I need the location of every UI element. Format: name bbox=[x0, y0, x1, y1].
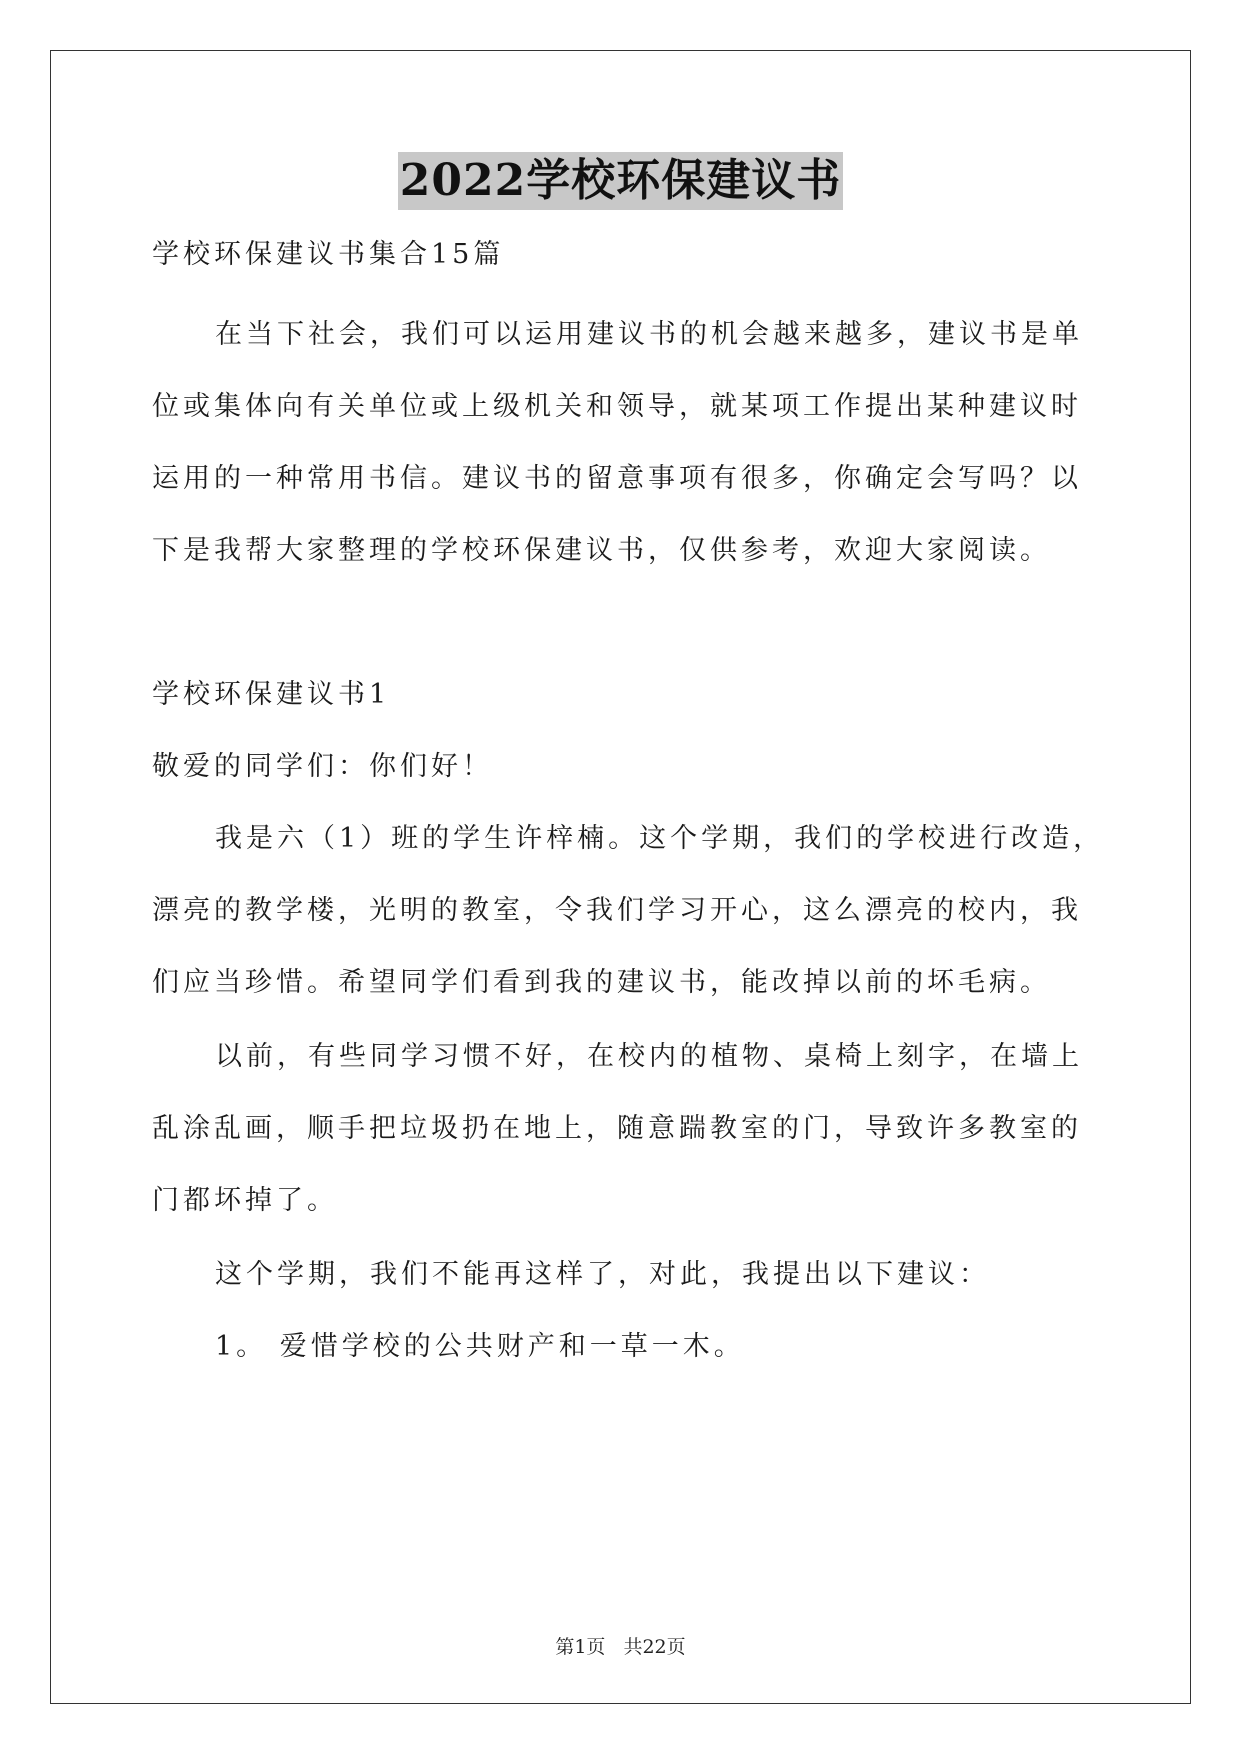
document-title: 2022学校环保建议书 bbox=[398, 152, 843, 210]
paragraph1-line-2: 漂亮的教学楼，光明的教室，令我们学习开心，这么漂亮的校内，我 bbox=[152, 895, 1082, 926]
salutation: 敬爱的同学们：你们好！ bbox=[152, 751, 493, 782]
page-footer bbox=[0, 1632, 1241, 1659]
section-heading: 学校环保建议书1 bbox=[152, 679, 391, 710]
paragraph2-line-3: 门都坏掉了。 bbox=[152, 1185, 338, 1216]
intro-line-3: 运用的一种常用书信。建议书的留意事项有很多，你确定会写吗？以 bbox=[152, 463, 1082, 494]
intro-line-4: 下是我帮大家整理的学校环保建议书，仅供参考，欢迎大家阅读。 bbox=[152, 535, 1051, 566]
paragraph2-line-1: 以前，有些同学习惯不好，在校内的植物、桌椅上刻字，在墙上 bbox=[215, 1041, 1083, 1072]
paragraph1-line-3: 们应当珍惜。希望同学们看到我的建议书，能改掉以前的坏毛病。 bbox=[152, 967, 1051, 998]
paragraph1-line-1: 我是六（1）班的学生许梓楠。这个学期，我们的学校进行改造， bbox=[215, 823, 1105, 854]
page-border bbox=[50, 50, 1191, 1704]
subtitle: 学校环保建议书集合15篇 bbox=[152, 239, 505, 270]
page-total: 共22页 bbox=[623, 1636, 686, 1658]
intro-line-2: 位或集体向有关单位或上级机关和领导，就某项工作提出某种建议时 bbox=[152, 391, 1082, 422]
paragraph3: 这个学期，我们不能再这样了，对此，我提出以下建议： bbox=[215, 1259, 990, 1290]
intro-line-1: 在当下社会，我们可以运用建议书的机会越来越多，建议书是单 bbox=[215, 319, 1083, 350]
title-container bbox=[0, 152, 1241, 210]
paragraph2-line-2: 乱涂乱画，顺手把垃圾扔在地上，随意踹教室的门，导致许多教室的 bbox=[152, 1113, 1082, 1144]
page-number: 第1页 bbox=[555, 1636, 606, 1658]
list-item-1: 1。 爱惜学校的公共财产和一草一木。 bbox=[215, 1331, 745, 1362]
